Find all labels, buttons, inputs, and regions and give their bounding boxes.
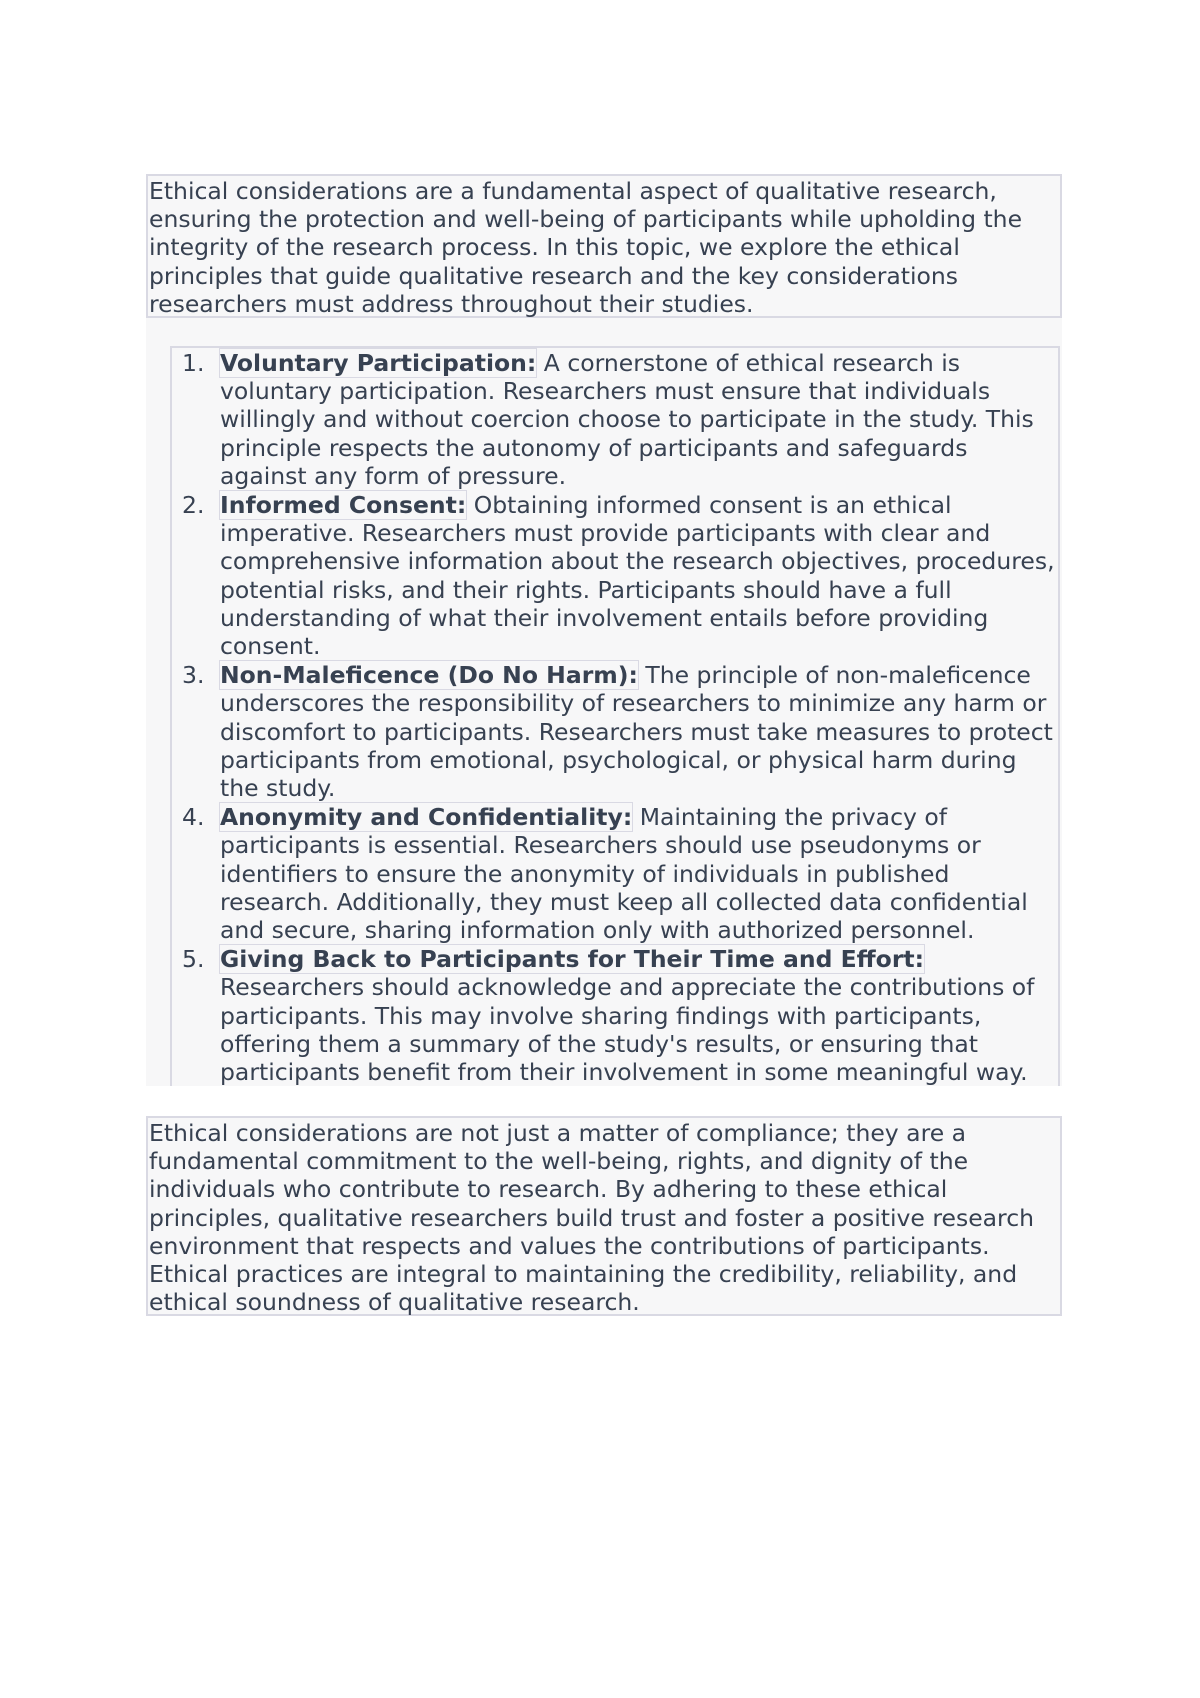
list-item-term: Non-Maleficence (Do No Harm): xyxy=(220,661,638,690)
list-item-text: Obtaining informed consent is an ethical imperative. Researchers must provide participants with clear and comprehensive information about the research objectives, procedures, potential risks, and their rights. Participants should have a full understanding of what their involvement entails before providing consent. xyxy=(220,491,1055,661)
list-item-number: 4. xyxy=(182,803,205,832)
conclusion-paragraph: Ethical considerations are not just a matter of compliance; they are a fundamental commitment to the well-being, rights, and dignity of the individuals who contribute to research. By adhering to these ethical principles, qualitative researchers build trust and foster a positive research environment that respects and values the contributions of participants. Ethical practices are integral to maintaining the credibility, reliability, and ethical soundness of qualitative research. xyxy=(146,1116,1062,1316)
list-item xyxy=(172,660,1058,802)
list-item-term: Informed Consent: xyxy=(220,491,467,520)
list-item-number: 2. xyxy=(182,491,205,520)
list-item xyxy=(172,348,1058,490)
list-item-text: A cornerstone of ethical research is voluntary participation. Researchers must ensure that individuals willingly and without coercion choose to participate in the study. This principle respects the autonomy of participants and safeguards against any form of pressure. xyxy=(220,349,1034,490)
list-item-text: Maintaining the privacy of participants is essential. Researchers should use pseudonyms or identifiers to ensure the anonymity of individuals in published research. Additionally, they must keep all collected data confidential and secure, sharing information only with authorized personnel. xyxy=(220,803,1028,945)
list-item-number: 5. xyxy=(182,945,205,974)
list-item xyxy=(172,944,1058,1086)
principles-list xyxy=(172,348,1058,1086)
list-item-term: Anonymity and Confidentiality: xyxy=(220,803,633,832)
list-item-number: 3. xyxy=(182,661,205,690)
list-item-text: Researchers should acknowledge and appreciate the contributions of participants. This may involve sharing findings with participants, offering them a summary of the study's results, or ensuring that participants benefit from their involvement in some meaningful way. xyxy=(220,973,1035,1087)
principles-section xyxy=(146,318,1062,1086)
list-item-text: The principle of non-maleficence underscores the responsibility of researchers to minimize any harm or discomfort to participants. Researchers must take measures to protect participants from emotional, psychological, or physical harm during the study. xyxy=(220,661,1053,803)
list-item-term: Voluntary Participation: xyxy=(220,349,537,377)
intro-paragraph: Ethical considerations are a fundamental aspect of qualitative research, ensuring the protection and well-being of participants while upholding the integrity of the research process. In this topic, we explore the ethical principles that guide qualitative research and the key considerations researchers must address throughout their studies. xyxy=(146,174,1062,318)
list-item-number: 1. xyxy=(182,349,205,377)
principles-list-box xyxy=(170,346,1060,1086)
list-item xyxy=(172,490,1058,660)
list-item xyxy=(172,802,1058,944)
list-item-term: Giving Back to Participants for Their Time and Effort: xyxy=(220,945,925,974)
